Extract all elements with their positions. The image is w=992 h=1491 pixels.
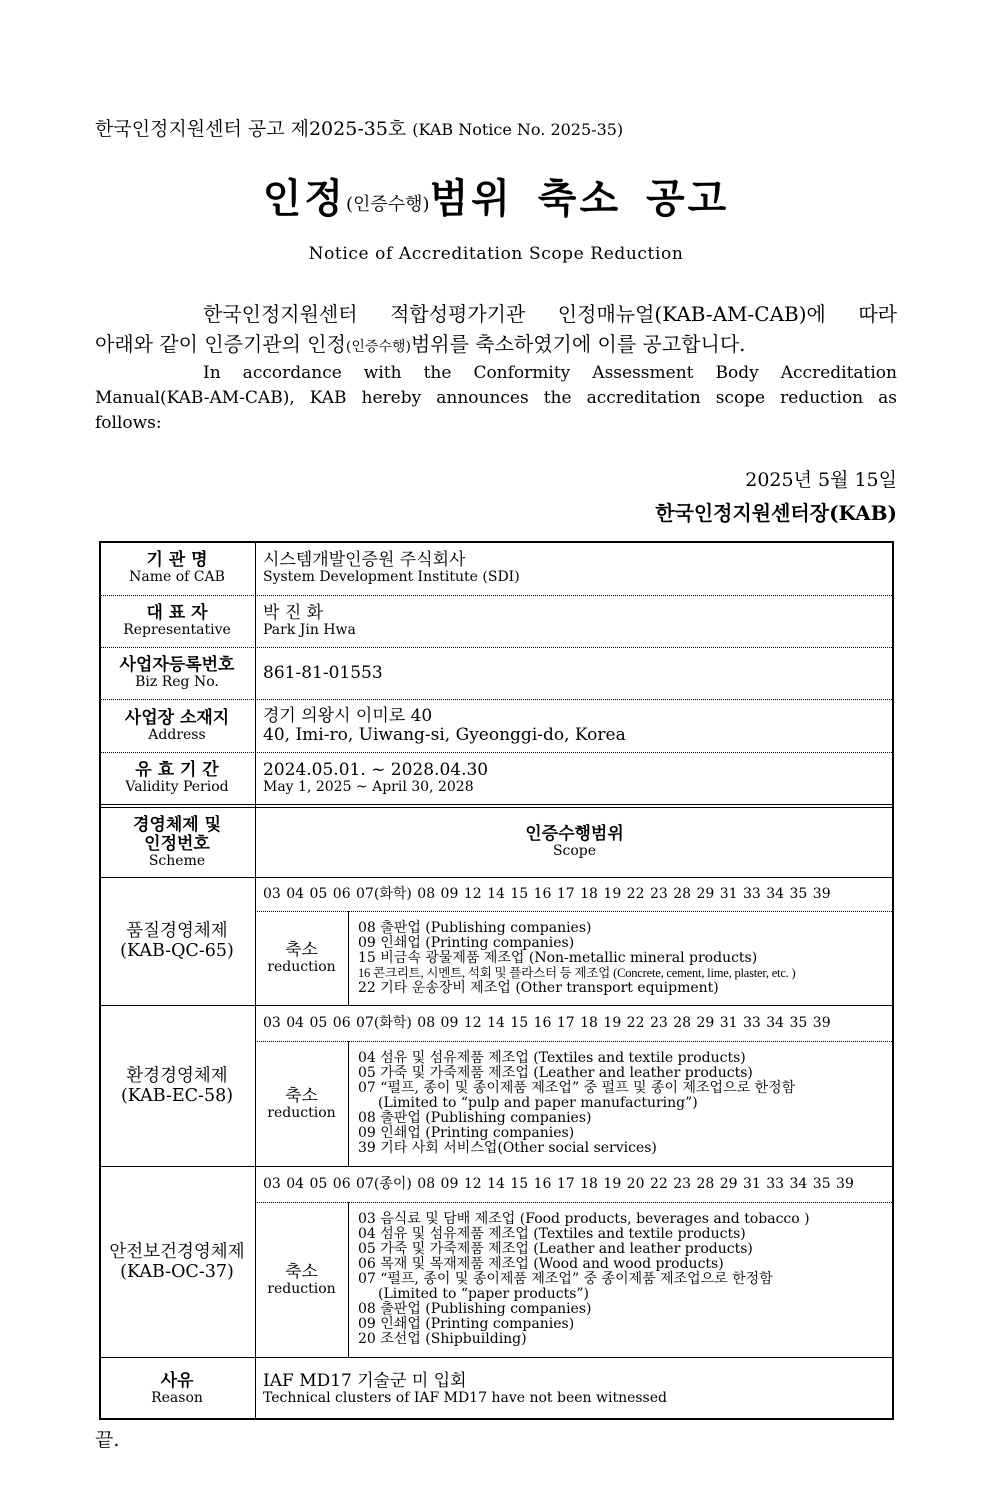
end-mark: 끝. bbox=[95, 1429, 120, 1451]
intro-en-line-1: In accordance with the Conformity Assessment Body Accreditation bbox=[203, 363, 897, 383]
label-kr: 사업자등록번호 bbox=[119, 655, 235, 675]
list-item: (Limited to “pulp and paper manufacturing”) bbox=[378, 1095, 698, 1111]
list-item: 39 기타 사회 서비스업(Other social services) bbox=[358, 1140, 657, 1156]
intro-en-line-3: follows: bbox=[95, 413, 162, 433]
title-part-2: (인증수행) bbox=[345, 194, 430, 215]
label-kr: 유 효 기 간 bbox=[135, 760, 219, 780]
label-en: Scheme bbox=[148, 852, 206, 869]
scheme-name: 품질경영체제 bbox=[126, 921, 228, 941]
label-en: Validity Period bbox=[125, 779, 229, 795]
list-item: 16 콘크리트, 시멘트, 석회 및 플라스터 등 제조업 (Concrete, cement, lime, plaster, etc. ) bbox=[358, 965, 796, 980]
notice-number-kr: 한국인정지원센터 공고 제2025-35호 bbox=[95, 118, 407, 140]
intro-en-line-2: Manual(KAB-AM-CAB), KAB hereby announces the accreditation scope reduction as bbox=[95, 388, 897, 408]
value-kr: 시스템개발인증원 주식회사 bbox=[263, 550, 466, 570]
scheme-name: 안전보건경영체제 bbox=[109, 1241, 245, 1262]
value: 861-81-01553 bbox=[263, 662, 383, 683]
value-en: Park Jin Hwa bbox=[263, 622, 356, 638]
list-item: 07 “펄프, 종이 및 종이제품 제조업” 중 종이제품 제조업으로 한정함 bbox=[358, 1271, 773, 1287]
label-en: Reason bbox=[151, 1389, 203, 1406]
list-item: 05 가죽 및 가죽제품 제조업 (Leather and leather products) bbox=[358, 1241, 753, 1257]
label-en: Address bbox=[148, 726, 206, 743]
list-item: 08 출판업 (Publishing companies) bbox=[358, 1110, 592, 1126]
value-kr: IAF MD17 기술군 미 입회 bbox=[263, 1370, 467, 1391]
value-kr: 경기 의왕시 이미로 40 bbox=[263, 705, 433, 726]
label-kr: 경영체제 및 bbox=[132, 814, 222, 835]
accreditation-number: (KAB-OC-37) bbox=[120, 1261, 234, 1282]
list-item: (Limited to “paper products”) bbox=[378, 1286, 590, 1302]
notice-number-en: (KAB Notice No. 2025-35) bbox=[412, 120, 624, 139]
value-en: System Development Institute (SDI) bbox=[263, 569, 520, 585]
value-kr: 2024.05.01. ~ 2028.04.30 bbox=[263, 760, 489, 780]
accreditation-number: (KAB-QC-65) bbox=[120, 941, 234, 961]
value-en: 40, Imi-ro, Uiwang-si, Gyeonggi-do, Korea bbox=[263, 724, 626, 745]
reduction-en: reduction bbox=[267, 959, 336, 975]
value-kr: 박 진 화 bbox=[263, 603, 324, 623]
list-item: 06 목재 및 목재제품 제조업 (Wood and wood products) bbox=[358, 1256, 724, 1272]
page-title bbox=[0, 174, 992, 232]
list-item: 09 인쇄업 (Printing companies) bbox=[358, 1125, 575, 1141]
reduction-kr: 축소 bbox=[285, 940, 318, 960]
label-kr: 대 표 자 bbox=[146, 603, 208, 623]
label-kr: 사업장 소재지 bbox=[124, 707, 230, 728]
intro-kr-line-2c: 범위를 축소하였기에 이를 공고합니다. bbox=[410, 332, 746, 356]
accreditation-table bbox=[99, 541, 894, 1420]
notice-number bbox=[95, 116, 623, 143]
reduction-kr: 축소 bbox=[285, 1261, 318, 1282]
list-item: 22 기타 운송장비 제조업 (Other transport equipment) bbox=[358, 979, 719, 996]
label-kr: 인증수행범위 bbox=[525, 824, 624, 844]
label-en: Name of CAB bbox=[129, 569, 225, 585]
label-en: Scope bbox=[552, 843, 597, 859]
scheme-name: 환경경영체제 bbox=[126, 1065, 228, 1086]
intro-kr-line-2a: 아래와 같이 인증기관의 인정 bbox=[95, 332, 346, 356]
list-item: 05 가죽 및 가죽제품 제조업 (Leather and leather products) bbox=[358, 1065, 753, 1081]
intro-kr-line-2b: (인증수행) bbox=[345, 339, 411, 355]
notice-date: 2025년 5월 15일 bbox=[745, 469, 897, 491]
intro-kr-line-2 bbox=[95, 330, 897, 358]
reduction-kr: 축소 bbox=[285, 1085, 318, 1106]
label-kr: 기 관 명 bbox=[146, 550, 208, 570]
value-en: May 1, 2025 ~ April 30, 2028 bbox=[263, 779, 474, 795]
page-subtitle: Notice of Accreditation Scope Reduction bbox=[308, 244, 684, 264]
codes-text: 03 04 05 06 07(종이) 08 09 12 14 15 16 17 18 19 20 22 23 28 29 31 33 34 35 39 bbox=[263, 1176, 854, 1192]
list-item: 20 조선업 (Shipbuilding) bbox=[358, 1331, 527, 1347]
label-en: Representative bbox=[123, 622, 231, 638]
list-item: 03 음식료 및 담배 제조업 (Food products, beverages and tobacco ) bbox=[358, 1211, 810, 1227]
intro-kr-line-1: 한국인정지원센터 적합성평가기관 인정매뉴얼(KAB-AM-CAB)에 따라 bbox=[203, 302, 897, 326]
table-border bbox=[99, 541, 894, 1420]
reduction-en: reduction bbox=[267, 1280, 336, 1297]
list-item: 07 “펄프, 종이 및 종이제품 제조업” 중 펄프 및 종이 제조업으로 한정함 bbox=[358, 1080, 796, 1096]
list-item: 04 섬유 및 섬유제품 제조업 (Textiles and textile products) bbox=[358, 1050, 746, 1066]
title-part-3: 범위 축소 공고 bbox=[429, 175, 730, 222]
list-item: 15 비금속 광물제품 제조업 (Non-metallic mineral products) bbox=[358, 949, 758, 966]
reduction-en: reduction bbox=[267, 1104, 336, 1121]
value-en: Technical clusters of IAF MD17 have not been witnessed bbox=[263, 1389, 667, 1406]
list-item: 09 인쇄업 (Printing companies) bbox=[358, 1316, 575, 1332]
list-item: 08 출판업 (Publishing companies) bbox=[358, 1301, 592, 1317]
list-item: 09 인쇄업 (Printing companies) bbox=[358, 934, 575, 951]
accreditation-number: (KAB-EC-58) bbox=[120, 1085, 234, 1106]
list-item: 04 섬유 및 섬유제품 제조업 (Textiles and textile products) bbox=[358, 1226, 746, 1242]
issuer: 한국인정지원센터장(KAB) bbox=[655, 501, 897, 525]
label-en: Biz Reg No. bbox=[135, 674, 219, 690]
label-kr: 사유 bbox=[160, 1370, 194, 1391]
codes-text: 03 04 05 06 07(화학) 08 09 12 14 15 16 17 18 19 22 23 28 29 31 33 34 35 39 bbox=[263, 886, 831, 902]
list-item: 08 출판업 (Publishing companies) bbox=[358, 919, 592, 936]
codes-text: 03 04 05 06 07(화학) 08 09 12 14 15 16 17 18 19 22 23 28 29 31 33 34 35 39 bbox=[263, 1015, 831, 1031]
label-kr: 인정번호 bbox=[144, 833, 210, 854]
title-part-1: 인정 bbox=[262, 175, 346, 222]
